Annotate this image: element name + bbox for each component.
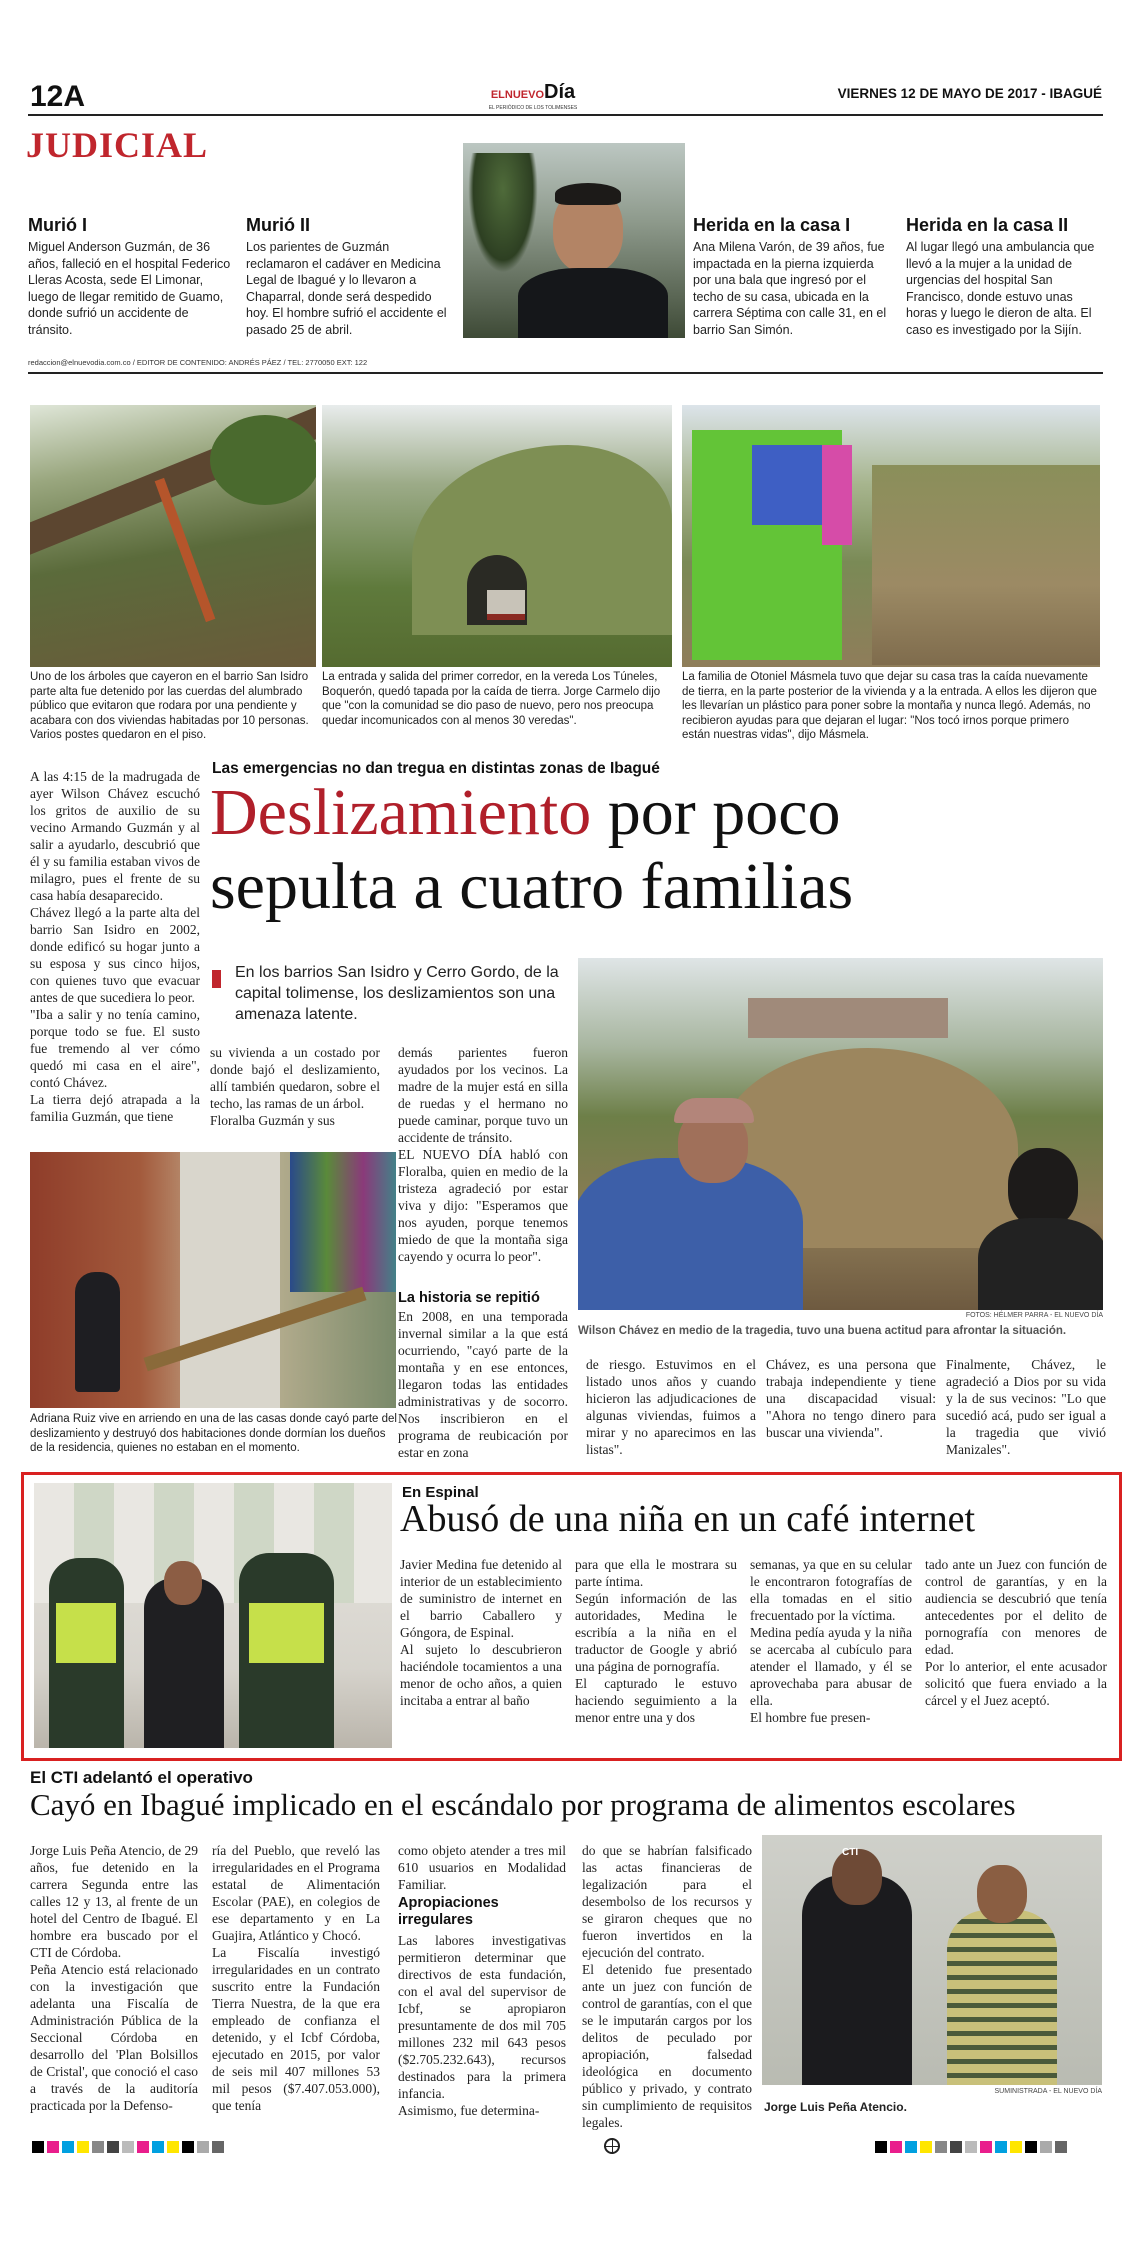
espinal-kicker: En Espinal [402, 1484, 479, 1501]
suspect-head [977, 1865, 1027, 1923]
espinal-headline: Abusó de una niña en un café internet [400, 1498, 976, 1540]
wall-light [180, 1152, 280, 1408]
brief-text: Al lugar llegó una ambulancia que llevó a la mujer a la unidad de urgencias del hospital San Francisco, donde estuvo unas horas y luego le dieron de alta. El caso es investigado por la Sijín. [906, 240, 1095, 337]
header-rule [28, 114, 1103, 116]
color-bar-right [875, 2140, 1070, 2158]
truck [487, 590, 525, 620]
brief-text: Los parientes de Guzmán reclamaron el cadáver en Medicina Legal de Ibagué y lo llevaron a Chaparral, donde será despedido hoy. El hombre sufrió el accidente el pasado 25 de abril. [246, 240, 447, 337]
brief-text: Miguel Anderson Guzmán, de 36 años, falleció en el hospital Federico Lleras Acosta, sede El Limonar, luego de llegar remitido de Guamo, donde sufrió un accidente de tránsito. [28, 240, 231, 337]
main-col-6: Finalmente, Chávez, le agradeció a Dios por su vida y la de sus vecinos: "Lo que sucedió acá, pudo ser igual a la tragedia que vivió Manizales". [946, 1357, 1106, 1457]
landslide-photo-1 [30, 405, 316, 667]
briefs-rule [28, 372, 1103, 374]
mud-slide [872, 465, 1100, 665]
brief-portrait-photo [463, 143, 685, 338]
main-col-3b: En 2008, en una temporada invernal similar a la que está ocurriendo, "cayó parte de la montaña y en ese entonces, llegaron todas las entidades administrativas y de socorro. Nos inscribieron en el programa de reubicación por estar en zona [398, 1309, 568, 1460]
detainee-head [164, 1561, 202, 1605]
brief-title: Murió II [246, 215, 310, 235]
cti-subhead: Apropiaciones irregulares [398, 1895, 499, 1928]
espinal-col-3: semanas, ya que en su celular le encontraron fotografías de ella tomadas en el sitio frecuentado por la víctima. Medina pedía ayuda y la niña se acercaba al cubículo para atender el llamado, y él se aprovechaba para abusar de ella. El hombre fue presen- [750, 1557, 912, 1725]
cti-col-2: ría del Pueblo, que reveló las irregularidades en el Programa estatal de Alimentación Escolar (PAE), en colegios de ese departamento y en La Guajira, Atlántico y Chocó. La Fiscalía investigó irregularidades en un contrato suscrito entre la Fundación Tierra Nuestra, de la que era empleado de confianza el detenido, y el Icbf Córdoba, ejecutado en 2015, por valor de seis mil 407 millones 53 mil pesos ($7.407.053.000), que tenía [212, 1843, 380, 2113]
man-body [578, 1158, 803, 1310]
main-col-4: de riesgo. Estuvimos en el listado unos años y cuando hicieron las adjudicaciones de algunas viviendas, fuimos a mirar y no aparecimos en las listas". [586, 1357, 756, 1457]
main-photo-wilson [578, 958, 1103, 1310]
main-col-1: A las 4:15 de la madrugada de ayer Wilson Chávez escuchó los gritos de auxilio de su vecino Armando Guzmán y al salir a ayudarlo, descubrió que él y su familia estaban vivos de milagro, pues el frente de su casa había desaparecido. Chávez llegó a la parte alta del barrio San Isidro en 2002, donde edificó su hogar junto a su esposa y sus cinco hijos, con quienes tuvo que evacuar antes de que sucediera lo peor. "Iba a salir y no tenía camino, porque todo se fue. El susto fue tremendo al ver cómo quedó mi casa en el aire", contó Chávez. La tierra dejó atrapada a la familia Guzmán, que tiene [30, 769, 200, 1124]
cti-photo-caption: Jorge Luis Peña Atencio. [764, 2100, 907, 2114]
brief-3 [693, 215, 893, 338]
espinal-col-1: Javier Medina fue detenido al interior de un establecimiento de suministro de internet en el barrio Caballero y Góngora, de Espinal. Al sujeto lo descubrieron haciéndole tocamientos a una menor de ocho años, a quien incitaba a entrar al baño [400, 1557, 562, 1708]
strip-caption-3: La familia de Otoniel Másmela tuvo que dejar su casa tras la caída nuevamente de tierra, en la parte posterior de la vivienda y a la entrada. A ellos les dijeron que les llevarían un plástico para poner sobre la montaña y nunca llegó. Además, no recibieron ayudas para que dejaran el lugar: "Nos tocó irnos porque primero están nuestras vidas", dijo Másmela. [682, 671, 1097, 741]
brief-title: Herida en la casa II [906, 215, 1069, 235]
woman-adriana [75, 1272, 120, 1392]
cti-col-3a: como objeto atender a tres mil 610 usuarios en Modalidad Familiar. [398, 1843, 566, 1892]
logo-tagline: EL PERIÓDICO DE LOS TOLIMENSES [488, 105, 578, 111]
cti-col-4: do que se habrían falsificado las actas financieras de legalización para el desembolso de los recursos y se giraron cheques que no fueron invertidos en la ejecución del contrato. El detenido fue presentado ante un juez con función de control de garantías, con el que se le imputarán cargos por los delitos de peculado por apropiación, falsedad ideológica en documento público y privado, y contrato sin cumplimiento de requisitos legales. [582, 1843, 752, 2130]
woman-body [978, 1218, 1103, 1310]
cti-col-3b: Las labores investigativas permitieron determinar que directivos de esta fundación, con el aval del supervisor de Icbf, se apropiaron presuntamente de dos mil 705 millones 232 mil 643 pesos ($2.705.232.643), recursos destinados para la primera infancia. Asimismo, fue determina- [398, 1933, 566, 2118]
vest-right [249, 1603, 324, 1663]
strip-caption-2: La entrada y salida del primer corredor, en la vereda Los Túneles, Boquerón, quedó tapada por la caída de tierra. Jorge Carmelo dijo que "con la comunidad se dio paso de nuevo, pero nos preocupa quedar incomunicados con al menos 30 veredas". [322, 671, 661, 727]
portrait-hair [555, 183, 621, 205]
man-cap [674, 1098, 754, 1123]
credits-line: redaccion@elnuevodia.com.co / EDITOR DE CONTENIDO: ANDRÉS PÁEZ / TEL: 2770050 EXT: 122 [28, 358, 368, 367]
main-headline [210, 776, 1110, 924]
masthead-logo [478, 82, 588, 112]
brief-1 [28, 215, 233, 338]
hill-slope [412, 445, 672, 635]
issue-date: VIERNES 12 DE MAYO DE 2017 - IBAGUÉ [837, 86, 1102, 101]
registration-mark [604, 2138, 620, 2154]
landslide-photo-2 [322, 405, 672, 667]
cti-arrest-photo [762, 1835, 1102, 2085]
espinal-col-2: para que ella le mostrara su parte íntima. Según información de las autoridades, Medina le escribía a la niña en el traductor de Google y abrió una página de pornografía. El capturado le estuvo haciendo seguimiento a la menor entre una y dos [575, 1557, 737, 1725]
headline-line2: sepulta a cuatro familias [210, 850, 854, 923]
main-col-3a: demás parientes fueron ayudados por los vecinos. La madre de la mujer está en silla de ruedas y el hermano no puede caminar, porque tuvo un accidente de tránsito. EL NUEVO DÍA habló con Floralba, quien en medio de la tristeza agradeció por estar viva y dijo: "Esperamos que nos ayuden, porque tenemos miedo de que la montaña siga cayendo y ocurra lo peor". [398, 1045, 568, 1264]
landslide-photo-3 [682, 405, 1100, 667]
clothes [290, 1152, 396, 1292]
photo-adriana [30, 1152, 396, 1408]
logo-nuevo: NUEVO [504, 89, 545, 101]
logo-el: EL [490, 89, 505, 101]
foliage [210, 415, 316, 505]
cti-kicker: El CTI adelantó el operativo [30, 1768, 253, 1787]
ladder [155, 478, 216, 622]
logo-dia: Día [544, 81, 576, 103]
espinal-arrest-photo [34, 1483, 392, 1748]
main-deck: En los barrios San Isidro y Cerro Gordo, de la capital tolimense, los deslizamientos son una amenaza latente. [235, 964, 559, 1023]
page-number: 12A [30, 80, 86, 113]
cti-cap-label: CTI [842, 1847, 859, 1858]
vest-left [56, 1603, 116, 1663]
headline-rest: por poco [591, 776, 841, 849]
brief-2 [246, 215, 451, 338]
main-photo-credit: FOTOS: HÉLMER PARRA - EL NUEVO DÍA [965, 1312, 1103, 1319]
cti-col-1: Jorge Luis Peña Atencio, de 29 años, fue detenido en la carrera Segunda entre las calles 12 y 13, al frente de un hotel del Centro de Ibagué. El hombre era buscado por el CTI de Córdoba. Peña Atencio está relacionado con la investigación que adelanta una Fiscalía de Administración Pública de la Seccional Córdoba en desarrollo del 'Plan Bolsillos de Cristal', que conoció el caso a través de la auditoría practicada por la Defenso- [30, 1843, 198, 2113]
suspect [947, 1910, 1057, 2085]
hillside-houses [748, 998, 948, 1038]
adriana-caption: Adriana Ruiz vive en arriendo en una de las casas donde cayó parte del deslizamiento y destruyó dos habitaciones donde dormían los dueños de la residencia, quienes no estaban en el momento. [30, 1413, 397, 1454]
cti-photo-credit: SUMINISTRADA - EL NUEVO DÍA [994, 2088, 1102, 2095]
house-blue [752, 445, 822, 525]
house-pink [822, 445, 852, 545]
color-bar-left [32, 2140, 227, 2158]
main-kicker: Las emergencias no dan tregua en distintas zonas de Ibagué [212, 760, 660, 777]
brief-title: Murió I [28, 215, 87, 235]
main-col-5: Chávez, es una persona que trabaja independiente y tiene una discapacidad visual: "Ahora no tengo dinero para buscar una vivienda". [766, 1357, 936, 1440]
main-photo-caption: Wilson Chávez en medio de la tragedia, tuvo una buena actitud para afrontar la situación. [578, 1325, 1067, 1337]
main-col-2: su vivienda a un costado por donde bajó el deslizamiento, allí también quedaron, sobre el techo, las ramas de un árbol. Floralba Guzmán y sus [210, 1045, 380, 1128]
espinal-col-4: tado ante un Juez con función de control de garantías, y en la audiencia se descubrió que tenía antecedentes por el delito de pornografía con menores de edad. Por lo anterior, el ente acusador solicitó que fuera enviado a la cárcel y el Juez aceptó. [925, 1557, 1107, 1708]
deck-marker [212, 970, 221, 988]
brief-4 [906, 215, 1106, 338]
main-subhead: La historia se repitió [398, 1290, 540, 1306]
portrait-shirt [518, 268, 668, 338]
brief-text: Ana Milena Varón, de 39 años, fue impactada en la pierna izquierda por una bala que ingresó por el techo de su casa, ubicada en la carrera Séptima con calle 31, en el barrio San Simón. [693, 240, 887, 337]
cti-agent [802, 1875, 912, 2085]
woman-head [1008, 1148, 1078, 1228]
section-title: JUDICIAL [26, 125, 209, 165]
portrait-tree [468, 153, 538, 273]
headline-red: Deslizamiento [210, 776, 592, 849]
strip-caption-1: Uno de los árboles que cayeron en el barrio San Isidro parte alta fue detenido por las cuerdas del alumbrado público que evitaron que rodara por una pendiente y acabara con dos viviendas habitadas por 10 personas. Varios postes quedaron en el piso. [30, 671, 309, 741]
brief-title: Herida en la casa I [693, 215, 851, 235]
cti-headline: Cayó en Ibagué implicado en el escándalo por programa de alimentos escolares [30, 1787, 1016, 1822]
